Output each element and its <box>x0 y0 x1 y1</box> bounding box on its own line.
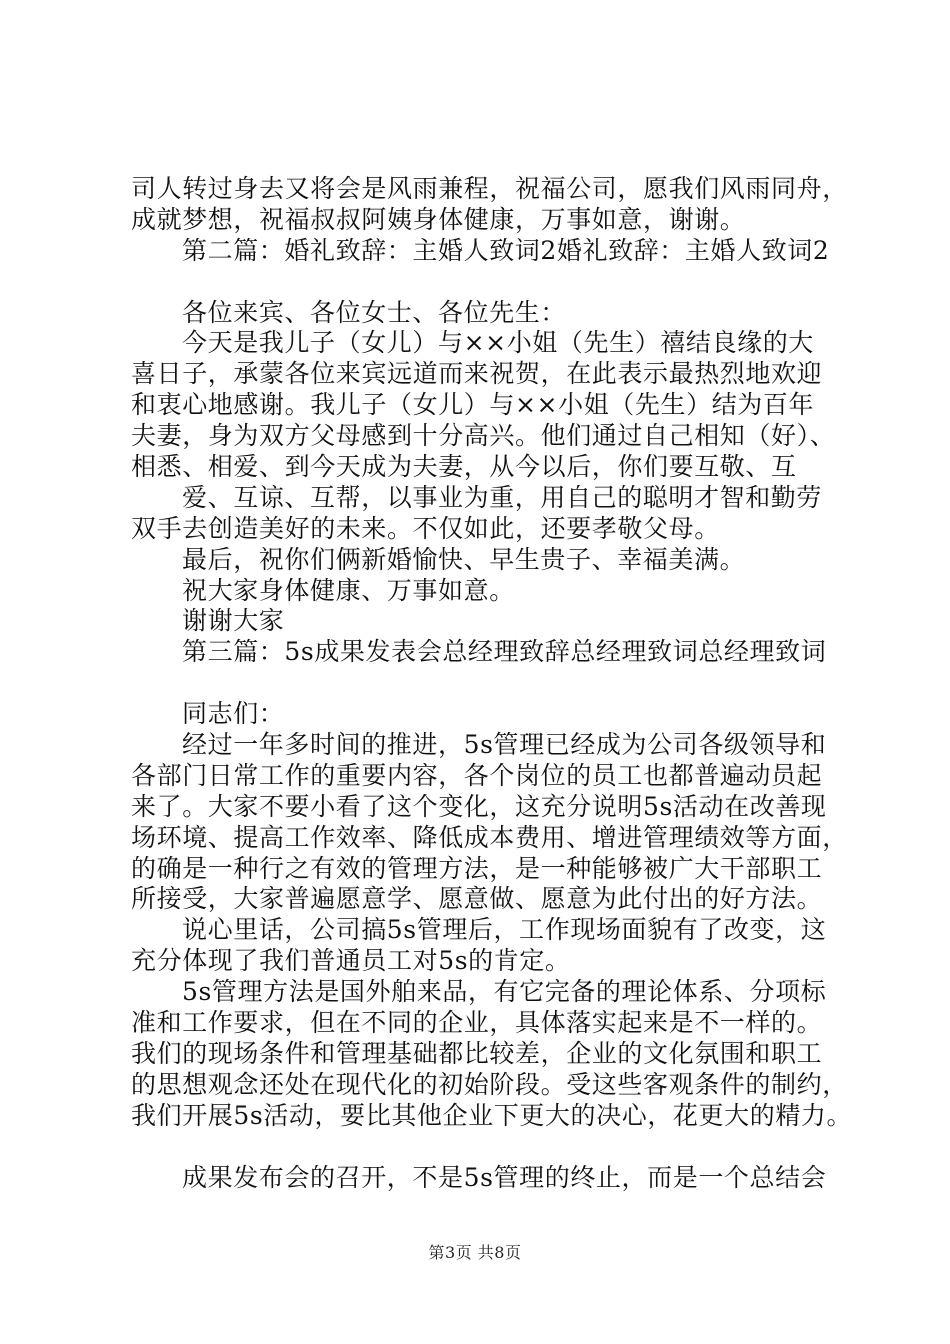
text-line: 成果发布会的召开，不是5s管理的终止，而是一个总结会 <box>182 1162 827 1192</box>
text-line: 5s管理方法是国外舶来品，有它完备的理论体系、分项标 <box>182 977 827 1007</box>
text-line: 说心里话，公司搞5s管理后，工作现场面貌有了改变，这 <box>182 915 827 945</box>
text-line: 相悉、相爱、到今天成为夫妻，从今以后，你们要互敬、互 <box>131 452 797 482</box>
text-line: 最后，祝你们俩新婚愉快、早生贵子、幸福美满。 <box>182 544 746 574</box>
text-line: 祝大家身体健康、万事如意。 <box>182 575 515 605</box>
blank-line <box>131 668 851 699</box>
text-line: 同志们： <box>182 699 285 729</box>
page-footer: 第3页 共8页 <box>428 1243 522 1262</box>
text-line: 来了。大家不要小看了这个变化，这充分说明5s活动在改善现 <box>131 791 827 821</box>
text-line: 的思想观念还处在现代化的初始阶段。受这些客观条件的制约， <box>131 1069 848 1099</box>
document-body <box>131 174 851 1193</box>
text-line: 场环境、提高工作效率、降低成本费用、增进管理绩效等方面， <box>131 822 848 852</box>
text-line: 第二篇：婚礼致辞：主婚人致词2婚礼致辞：主婚人致词2 <box>182 235 830 265</box>
text-line: 第三篇：5s成果发表会总经理致辞总经理致词总经理致词 <box>182 637 827 667</box>
text-line: 充分体现了我们普通员工对5s的肯定。 <box>131 946 571 976</box>
text-line: 谢谢大家 <box>182 606 285 636</box>
text-line: 我们开展5s活动，要比其他企业下更大的决心，花更大的精力。 <box>131 1100 853 1130</box>
text-line: 和衷心地感谢。我儿子（女儿）与××小姐（先生）结为百年 <box>131 390 815 420</box>
text-line: 今天是我儿子（女儿）与××小姐（先生）禧结良缘的大 <box>182 328 814 358</box>
text-line: 双手去创造美好的未来。不仅如此，还要孝敬父母。 <box>131 513 720 543</box>
text-line: 司人转过身去又将会是风雨兼程，祝福公司，愿我们风雨同舟， <box>131 174 848 203</box>
text-line: 所接受，大家普遍愿意学、愿意做、愿意为此付出的好方法。 <box>131 884 823 914</box>
blank-line <box>131 1132 851 1163</box>
text-line: 爱、互谅、互帮，以事业为重，用自己的聪明才智和勤劳 <box>182 482 823 512</box>
text-line: 准和工作要求，但在不同的企业，具体落实起来是不一样的。 <box>131 1008 823 1038</box>
text-line: 经过一年多时间的推进，5s管理已经成为公司各级领导和 <box>182 730 827 760</box>
text-line: 的确是一种行之有效的管理方法，是一种能够被广大干部职工 <box>131 853 823 883</box>
text-line: 各部门日常工作的重要内容，各个岗位的员工也都普遍动员起 <box>131 760 823 790</box>
text-line: 喜日子，承蒙各位来宾远道而来祝贺，在此表示最热烈地欢迎 <box>131 359 823 389</box>
blank-line <box>131 267 851 298</box>
text-line: 成就梦想，祝福叔叔阿姨身体健康，万事如意，谢谢。 <box>131 204 746 234</box>
text-line: 夫妻，身为双方父母感到十分高兴。他们通过自己相知（好）、 <box>131 421 836 451</box>
text-line: 我们的现场条件和管理基础都比较差，企业的文化氛围和职工 <box>131 1038 823 1068</box>
text-line: 各位来宾、各位女士、各位先生： <box>182 297 567 327</box>
